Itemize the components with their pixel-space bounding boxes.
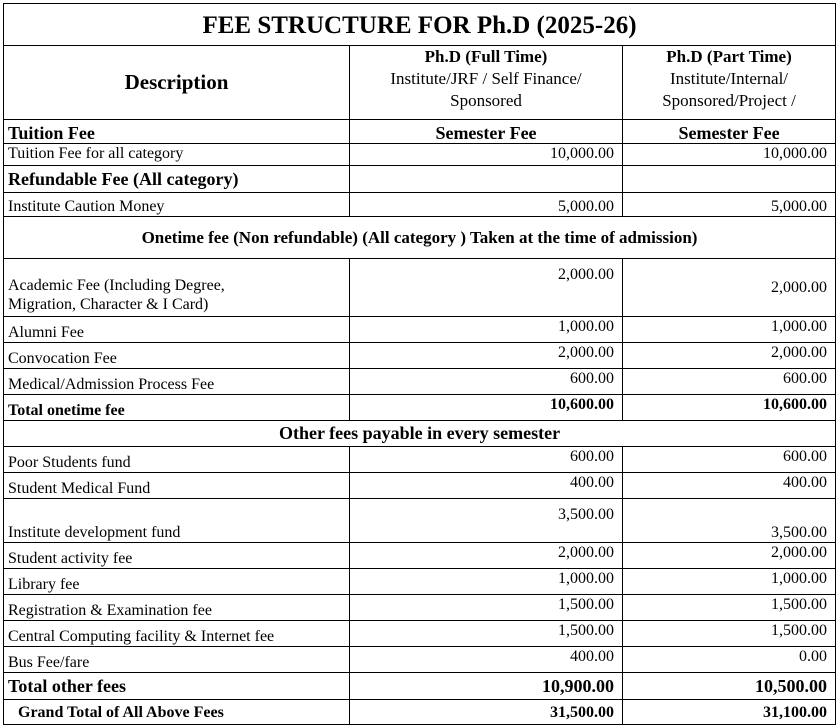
row-part: 1,000.00 <box>623 317 836 343</box>
other-total-part: 10,500.00 <box>623 673 836 700</box>
other-total-label: Total other fees <box>4 673 350 700</box>
header-description: Description <box>4 46 350 120</box>
header-part-time <box>623 46 836 120</box>
full-time-title: Ph.D (Full Time) <box>424 47 548 66</box>
fee-structure-table <box>3 3 836 725</box>
tuition-col-part: Semester Fee <box>623 120 836 144</box>
row-full: 3,500.00 <box>350 499 623 543</box>
row-label: Tuition Fee for all category <box>4 144 350 166</box>
onetime-total-row <box>4 395 836 421</box>
other-total-row <box>4 673 836 700</box>
tuition-col-full: Semester Fee <box>350 120 623 144</box>
table-row <box>4 193 836 217</box>
row-part: 3,500.00 <box>623 499 836 543</box>
other-total-full: 10,900.00 <box>350 673 623 700</box>
row-label: Medical/Admission Process Fee <box>4 369 350 395</box>
onetime-heading: Onetime fee (Non refundable) (All category ) Taken at the time of admission) <box>4 217 836 259</box>
academic-label-line1: Academic Fee (Including Degree, <box>8 277 225 294</box>
table-row <box>4 317 836 343</box>
row-full: 2,000.00 <box>350 343 623 369</box>
other-heading-row <box>4 421 836 447</box>
academic-full: 2,000.00 <box>350 259 623 317</box>
tuition-heading-row <box>4 120 836 144</box>
row-full: 400.00 <box>350 473 623 499</box>
development-row <box>4 499 836 543</box>
academic-label <box>4 259 350 317</box>
grand-total-full: 31,500.00 <box>350 700 623 725</box>
full-time-line3: Sponsored <box>450 91 522 110</box>
row-full: 1,000.00 <box>350 569 623 595</box>
row-part: 0.00 <box>623 647 836 673</box>
part-time-title: Ph.D (Part Time) <box>666 47 792 66</box>
row-part: 1,500.00 <box>623 595 836 621</box>
row-part: 10,000.00 <box>623 144 836 166</box>
title-row <box>4 4 836 46</box>
row-part: 600.00 <box>623 447 836 473</box>
grand-total-label: Grand Total of All Above Fees <box>4 700 350 725</box>
row-label: Central Computing facility & Internet fee <box>4 621 350 647</box>
row-full: 1,500.00 <box>350 595 623 621</box>
refundable-heading: Refundable Fee (All category) <box>4 166 350 193</box>
row-full: 5,000.00 <box>350 193 623 217</box>
row-full: 600.00 <box>350 447 623 473</box>
table-row <box>4 369 836 395</box>
grand-total-row <box>4 700 836 725</box>
onetime-total-label: Total onetime fee <box>4 395 350 421</box>
row-part: 5,000.00 <box>623 193 836 217</box>
row-label: Student activity fee <box>4 543 350 569</box>
table-row <box>4 447 836 473</box>
grand-total-part: 31,100.00 <box>623 700 836 725</box>
row-full: 600.00 <box>350 369 623 395</box>
row-label: Institute development fund <box>4 499 350 543</box>
row-label: Registration & Examination fee <box>4 595 350 621</box>
onetime-total-full: 10,600.00 <box>350 395 623 421</box>
row-label: Bus Fee/fare <box>4 647 350 673</box>
table-row <box>4 595 836 621</box>
table-row <box>4 543 836 569</box>
row-label: Alumni Fee <box>4 317 350 343</box>
row-label: Convocation Fee <box>4 343 350 369</box>
other-heading: Other fees payable in every semester <box>4 421 836 447</box>
refundable-heading-row <box>4 166 836 193</box>
row-part: 600.00 <box>623 369 836 395</box>
row-label: Library fee <box>4 569 350 595</box>
onetime-total-part: 10,600.00 <box>623 395 836 421</box>
row-part: 2,000.00 <box>623 343 836 369</box>
row-label: Student Medical Fund <box>4 473 350 499</box>
full-time-line2: Institute/JRF / Self Finance/ <box>390 69 582 88</box>
row-full: 1,500.00 <box>350 621 623 647</box>
row-label: Poor Students fund <box>4 447 350 473</box>
row-full: 2,000.00 <box>350 543 623 569</box>
row-part: 2,000.00 <box>623 543 836 569</box>
academic-part: 2,000.00 <box>623 259 836 317</box>
part-time-line2: Institute/Internal/ <box>670 69 789 88</box>
onetime-heading-row <box>4 217 836 259</box>
row-part: 1,000.00 <box>623 569 836 595</box>
tuition-heading: Tuition Fee <box>4 120 350 144</box>
table-row <box>4 473 836 499</box>
table-row <box>4 621 836 647</box>
table-row <box>4 144 836 166</box>
row-part: 400.00 <box>623 473 836 499</box>
empty-cell <box>350 166 623 193</box>
header-row <box>4 46 836 120</box>
academic-label-line2: Migration, Character & I Card) <box>8 296 209 313</box>
header-full-time <box>350 46 623 120</box>
page-title: FEE STRUCTURE FOR Ph.D (2025-26) <box>4 4 836 46</box>
row-label: Institute Caution Money <box>4 193 350 217</box>
table-row <box>4 569 836 595</box>
empty-cell <box>623 166 836 193</box>
table-row <box>4 647 836 673</box>
academic-row <box>4 259 836 317</box>
row-full: 10,000.00 <box>350 144 623 166</box>
row-full: 1,000.00 <box>350 317 623 343</box>
row-full: 400.00 <box>350 647 623 673</box>
table-row <box>4 343 836 369</box>
part-time-line3: Sponsored/Project / <box>662 91 796 110</box>
row-part: 1,500.00 <box>623 621 836 647</box>
